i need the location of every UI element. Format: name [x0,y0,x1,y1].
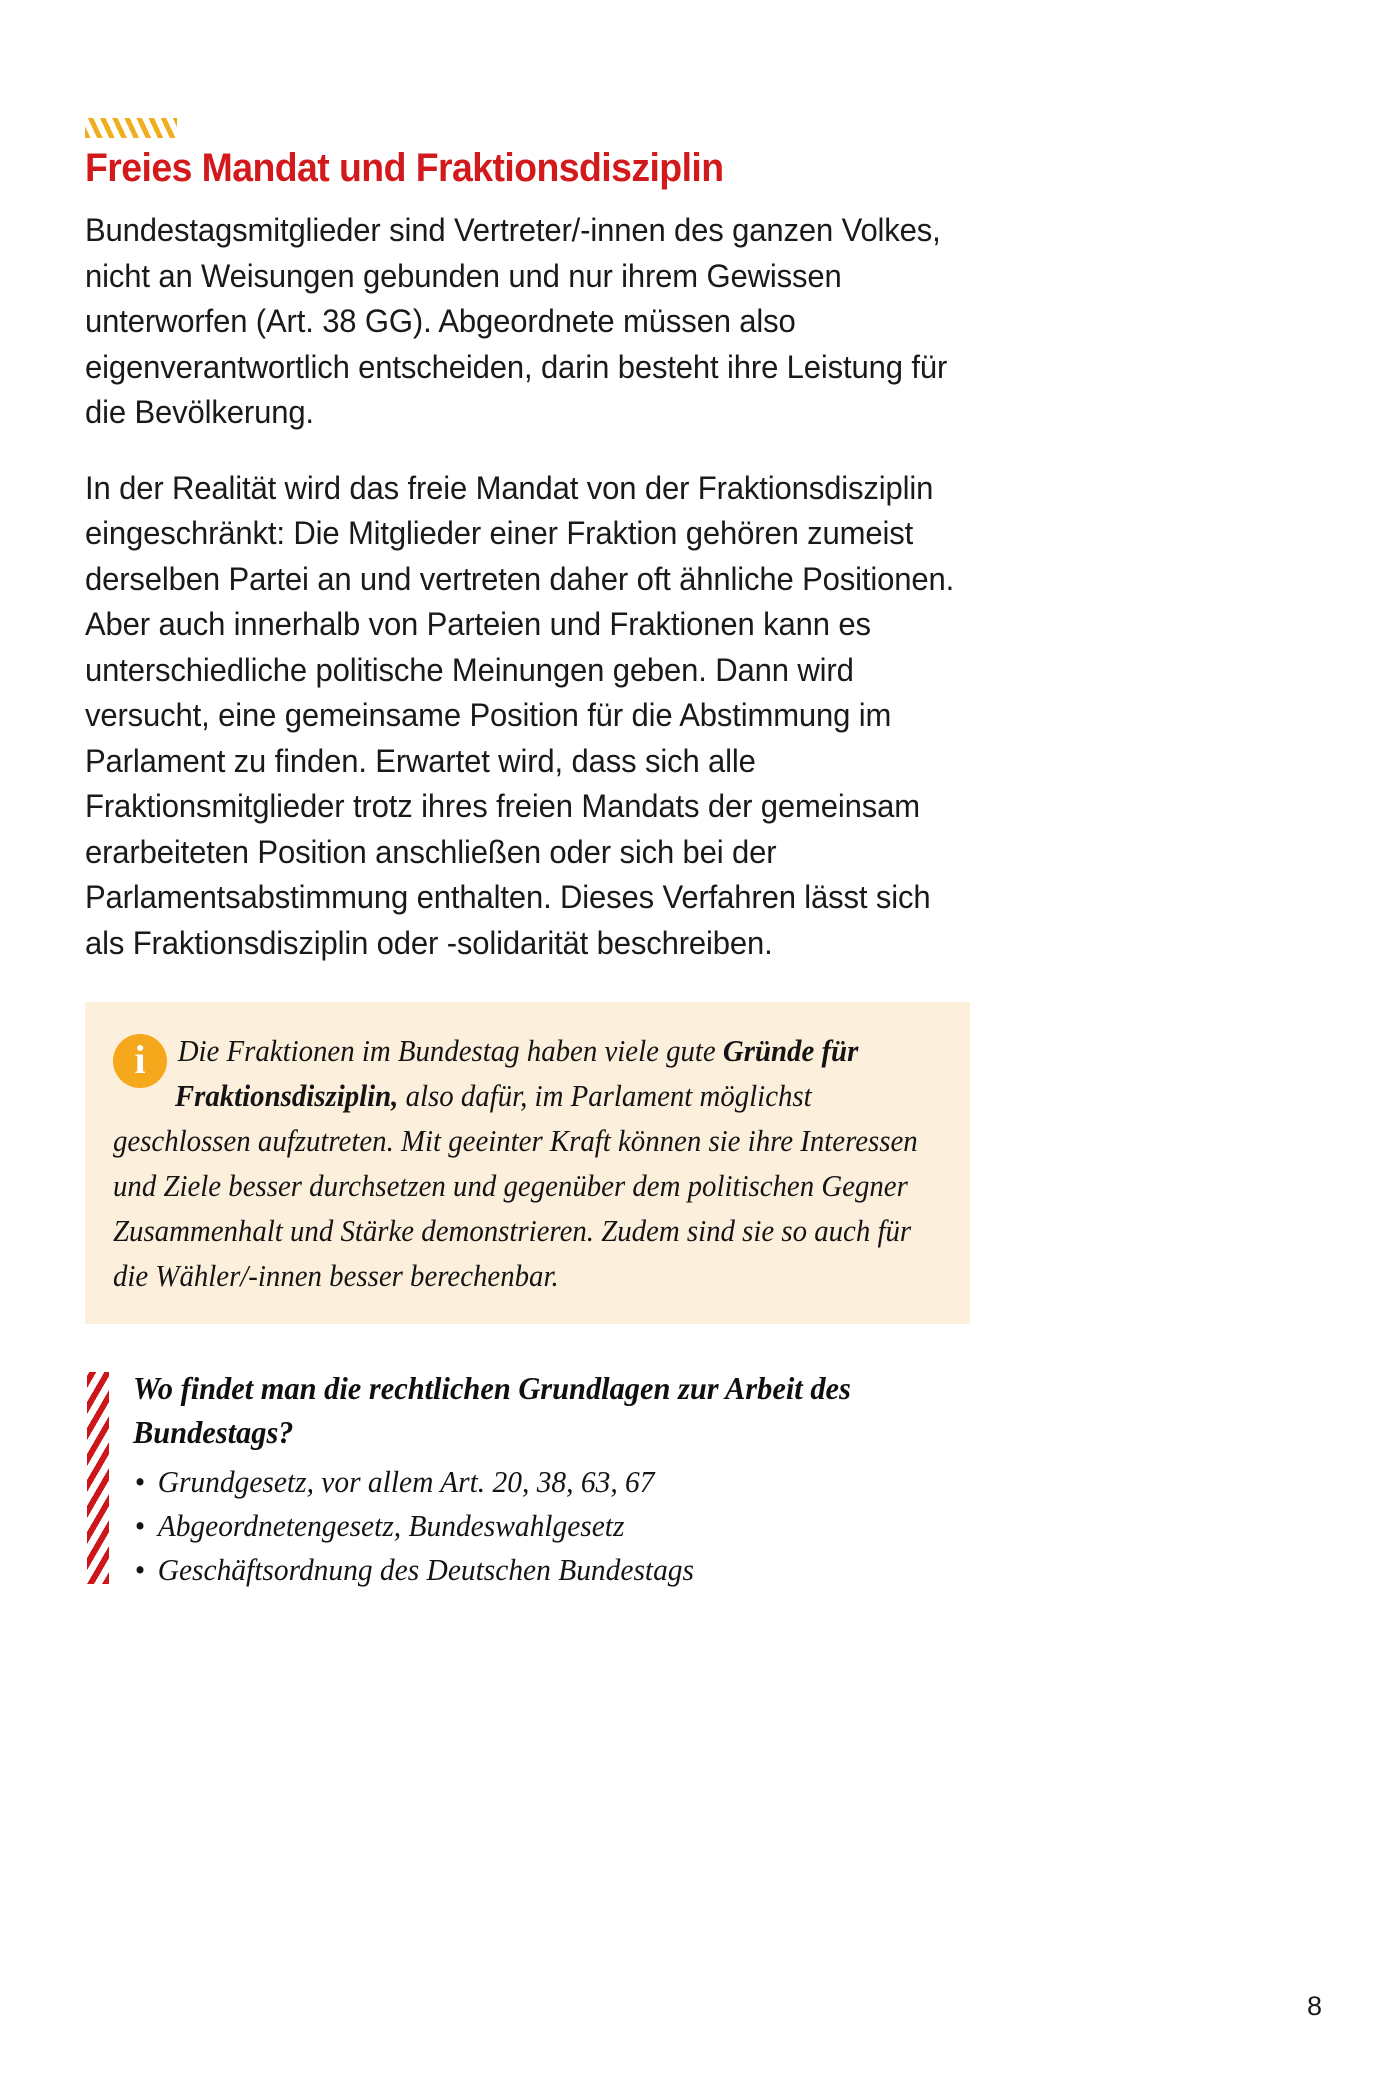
info-box-segment-0: Die Fraktionen im Bundestag haben viele gute [177,1033,723,1069]
info-box-segment-1: Gründe für Fraktionsdisziplin, [174,1033,859,1114]
list-item-label: Grundgesetz, vor allem Art. 20, 38, 63, 67 [157,1464,655,1500]
bullet-marker-icon: • [134,1464,146,1500]
list-item-label: Abgeordnetengesetz, Bundeswahlgesetz [157,1508,625,1544]
question-block [85,1366,970,1592]
page-title: Freies Mandat und Fraktionsdisziplin [85,146,724,190]
page-content [85,118,970,1592]
bullet-marker-icon: • [134,1552,146,1588]
question-list [133,1460,988,1592]
info-box-text [113,1028,945,1298]
info-icon-glyph: i [134,1037,146,1083]
diagonal-hatch-bar-icon [87,1372,109,1584]
list-item [133,1460,988,1504]
list-item-label: Geschäftsordnung des Deutschen Bundestags [157,1552,695,1588]
info-box [85,1002,970,1324]
body-paragraph-1: Bundestagsmitglieder sind Vertreter/-innen des ganzen Volkes, nicht an Weisungen gebunden und nur ihrem Gewissen unterworfen (Art. 38 GG). Abgeordnete müssen also eigenverantwortlich entscheiden, darin besteht ihre Leistung für die Bevölkerung. [85,212,948,431]
question-title: Wo findet man die rechtlichen Grundlagen zur Arbeit des Bundestags? [133,1370,851,1451]
bullet-marker-icon: • [134,1508,146,1544]
body-paragraph-2: In der Realität wird das freie Mandat von der Fraktionsdisziplin eingeschränkt: Die Mitglieder einer Fraktion gehören zumeist derselben Partei an und vertreten daher oft ähnliche Positionen. Aber auch innerhalb von Parteien und Fraktionen kann es unterschiedliche politische Meinungen geben. Dann wird versucht, eine gemeinsame Position für die Abstimmung im Parlament zu finden. Erwartet wird, dass sich alle Fraktionsmitglieder trotz ihres freien Mandats der gemeinsam erarbeiteten Position anschließen oder sich bei der Parlamentsabstimmung enthalten. Dieses Verfahren lässt sich als Fraktionsdisziplin oder -solidarität beschreiben. [85,469,955,961]
diagonal-hatch-rule-icon [85,118,177,138]
info-box-segment-2: also dafür, im Parlament möglichst geschlossen aufzutreten. Mit geeinter Kraft können sie ihre Interessen und Ziele besser durchsetzen und gegenüber dem politischen Gegner Zusammenhalt und Stärke demonstrieren. Zudem sind sie so auch für die Wähler/-innen besser berechenbar. [113,1078,918,1294]
page-number: 8 [1306,1991,1322,2021]
list-item [133,1504,988,1548]
list-item [133,1548,988,1592]
